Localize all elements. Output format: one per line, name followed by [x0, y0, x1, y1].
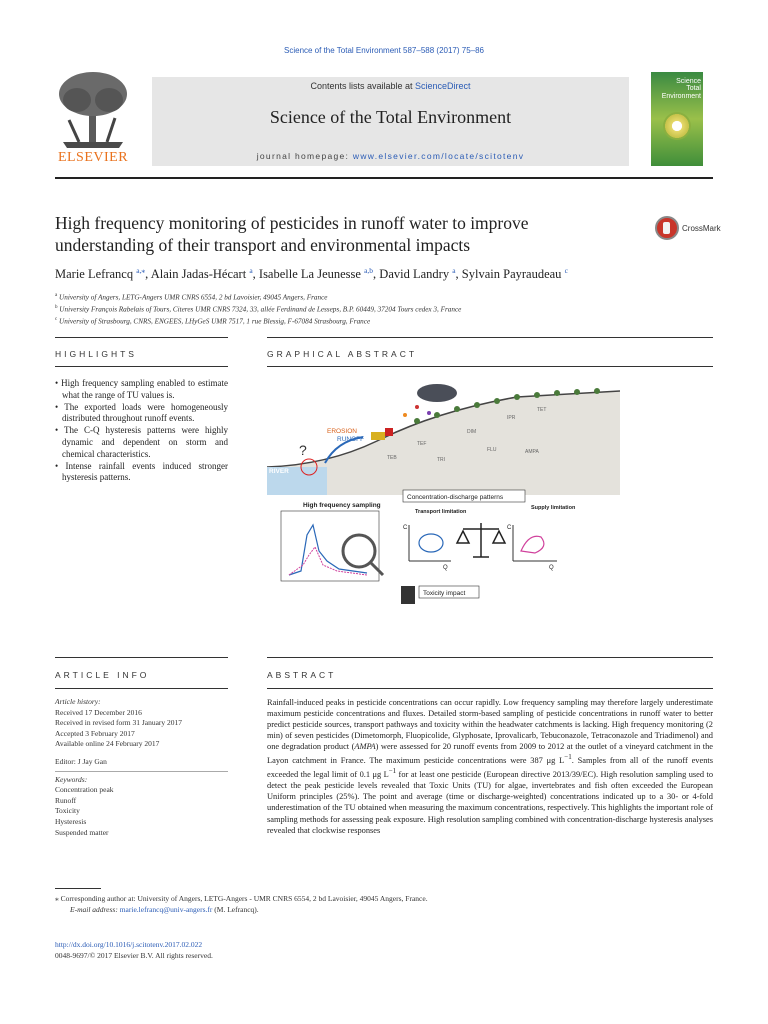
homepage-link[interactable]: www.elsevier.com/locate/scitotenv: [352, 151, 525, 161]
molecule-label-1: DIM: [467, 429, 477, 435]
erosion-label: EROSION: [327, 428, 357, 435]
axis-c-label: C: [403, 525, 408, 531]
tractor-icon: [371, 432, 385, 440]
highlights-rule-bottom: [55, 366, 228, 367]
toxicity-impact-label: Toxicity impact: [423, 590, 466, 597]
affiliation-sup: c: [55, 316, 58, 322]
crossmark-badge[interactable]: [655, 216, 721, 240]
counterclockwise-loop: [521, 536, 544, 553]
author-affil-sup[interactable]: a: [452, 266, 456, 275]
affiliation-text: University of Angers, LETG-Angers UMR CNRS 6554, 2 bd Lavoisier, 49045 Angers, France: [59, 293, 328, 302]
highlight-item: • The exported loads were homogeneously distributed throughout runoff events.: [55, 402, 228, 426]
highlights-rule-top: [55, 337, 228, 338]
axis-c-label: C: [507, 525, 512, 531]
spacer: [55, 753, 228, 754]
journal-cover[interactable]: [651, 72, 703, 166]
corresponding-author-footnote: [55, 893, 713, 915]
toxicity-icon: [401, 586, 415, 604]
supply-limitation-label: Supply limitation: [531, 505, 576, 511]
abstract-ampa: AMPA: [354, 742, 376, 752]
highlight-item: • The C-Q hysteresis patterns were highly dynamic and dependent on storm and chemical characteristics.: [55, 425, 228, 460]
graphical-rule-bottom: [267, 366, 713, 367]
affiliation-sup: b: [55, 304, 58, 310]
affiliation-sup: a: [55, 293, 58, 298]
author-sep: ,: [252, 267, 259, 282]
transport-limitation-label: Transport limitation: [415, 509, 467, 515]
article-info-block: [55, 697, 228, 838]
hf-chart-frame: [281, 511, 379, 581]
abstract-text: [267, 697, 713, 836]
affiliation-text: University of Strasbourg, CNRS, ENGEES, LHyGeS UMR 7517, 1 rue Blessig, F-67084 Strasbourg, France: [59, 317, 371, 326]
abstract-part-1: Rainfall-induced peaks in pesticide concentrations can occur rapidly. Low frequency sampling may therefore largely underestimate maximum pesticide concentrations and fluxes. Detailed storm-based sampling of pesticide concentrations in runoff water to better predict pesticide sources, transport pathways and toxicity within the headwater catchments is lacking. High frequency monitoring (2 min) of seven pesticides (Dimetomorph, Fluopicolide, Glyphosate, Iprovalicarb, Tebuconazole, Tetraconazole and Triadimenol) and one degradation product (: [267, 698, 713, 752]
doi-link[interactable]: http://dx.doi.org/10.1016/j.scitotenv.2017.02.022: [55, 940, 203, 949]
email-suffix: (M. Lefrancq).: [212, 905, 259, 914]
keywords-label: Keywords:: [55, 774, 88, 784]
journal-title: Science of the Total Environment: [269, 107, 512, 127]
contents-line: [152, 81, 629, 91]
abstract-part-3: . Samples from all of the runoff events exceeded the legal limit of 0.1 μg L: [267, 756, 713, 780]
article-info-rule-bottom: [55, 688, 228, 689]
abstract-part-2: ) were assessed for 20 runoff events from 2009 to 2012 at the outlet of a vineyard catchment in the Layon catchment in France. The maximum pesticide concentrations were 387 μg L: [267, 742, 713, 766]
editor-line: Editor: J Jay Gan: [55, 756, 107, 766]
author-name[interactable]: David Landry: [379, 267, 450, 282]
highlights-heading: HIGHLIGHTS: [55, 349, 137, 359]
cover-title-line-1: Science: [676, 78, 701, 85]
molecule-label-6: AMPA: [525, 449, 539, 455]
highlight-item: • High frequency sampling enabled to estimate what the range of TU values is.: [55, 378, 228, 402]
history-item: Received in revised form 31 January 2017: [55, 718, 183, 728]
transport-cq-plot: [403, 525, 451, 571]
molecule-label-5: TET: [537, 407, 547, 413]
axis-q-label: Q: [549, 565, 554, 571]
abstract-sup-2: −1: [388, 767, 397, 776]
email-label: E-mail address:: [70, 905, 120, 914]
river-label: RIVER: [269, 468, 289, 475]
header-rule: [55, 177, 713, 179]
cover-flower-graphic: [663, 112, 691, 140]
author-name[interactable]: Alain Jadas-Hécart: [150, 267, 247, 282]
email-line: [55, 904, 713, 915]
author-list: [55, 266, 713, 282]
hf-sampling-label: High frequency sampling: [303, 502, 381, 509]
article-info-heading: ARTICLE INFO: [55, 670, 150, 680]
graphical-abstract-figure[interactable]: [267, 375, 620, 607]
keywords-divider: [55, 771, 228, 772]
footnote-rule: [55, 888, 101, 889]
abstract-heading: ABSTRACT: [267, 670, 337, 680]
journal-masthead: [55, 70, 703, 170]
cover-title-line-2: Total Environment: [661, 85, 701, 100]
affiliation-item: [55, 291, 713, 303]
abstract-rule-top: [267, 657, 713, 658]
keyword-item: Toxicity: [55, 806, 80, 816]
graphical-abstract-heading: GRAPHICAL ABSTRACT: [267, 349, 418, 359]
pesticide-drops: [403, 405, 431, 417]
doi-block: [55, 939, 213, 961]
keyword-item: Runoff: [55, 795, 77, 805]
author-sep: ,: [145, 267, 151, 282]
elsevier-tree-icon: [55, 70, 131, 150]
affiliation-item: [55, 315, 713, 327]
journal-banner: [152, 77, 629, 166]
molecule-label-4: TRI: [437, 457, 446, 463]
highlight-item: • Intense rainfall events induced stronger hysteresis patterns.: [55, 461, 228, 485]
footnote-text: Corresponding author at: University of Angers, LETG-Angers - UMR CNRS 6554, 2 bd Lavoisier, 49045 Angers, France.: [58, 894, 428, 903]
cover-title: [655, 78, 701, 100]
sprayer-icon: [385, 428, 393, 436]
article-title: High frequency monitoring of pesticides in runoff water to improve understanding of their transport and environmental impacts: [55, 213, 529, 255]
affiliations: [55, 291, 713, 327]
runoff-label: RUNOFF: [337, 436, 365, 443]
abstract-rule-bottom: [267, 688, 713, 689]
crossmark-icon: [655, 216, 679, 240]
author-name[interactable]: Isabelle La Jeunesse: [258, 267, 361, 282]
homepage-prefix: journal homepage:: [256, 151, 353, 161]
rain-cloud-icon: [417, 384, 457, 402]
author-name[interactable]: Sylvain Payraudeau: [461, 267, 562, 282]
abstract-part-4: for at least one pesticide (European directive 2013/39/EC). High resolution sampling used to detect the peak pesticide levels revealed that Toxic Units (TU) for algae, invertebrates and fish often exceeded the European Uniform principles (25%). The point and average (time or discharge-weighted) concentrations indicated up to a 30- or 4-fold underestimation of the TU obtained when measuring the maximum concentrations, respectively. This highlights the important role of sampling methods for assessing peak exposure. High resolution sampling combined with concentration-discharge hysteresis analyses revealed that clockwise responses: [267, 770, 714, 835]
author-affil-sup[interactable]: a,⁎: [136, 266, 146, 275]
affiliation-text: University François Rabelais of Tours, Citeres UMR CNRS 7324, 33, allée Ferdinand de Lesseps, B.P. 60449, 37204 Tours cedex 3, France: [59, 305, 462, 314]
keyword-item: Concentration peak: [55, 785, 114, 795]
footnote-line: [55, 893, 713, 904]
history-item: Received 17 December 2016: [55, 707, 142, 717]
elsevier-wordmark: ELSEVIER: [57, 150, 129, 165]
supply-cq-plot: [507, 525, 557, 571]
molecule-label-0: TEF: [417, 441, 427, 447]
keyword-item: Hysteresis: [55, 816, 87, 826]
journal-reference-link[interactable]: Science of the Total Environment 587–588 (2017) 75–86: [284, 46, 484, 55]
highlights-list: [55, 378, 228, 484]
sciencedirect-link[interactable]: ScienceDirect: [415, 81, 471, 91]
affiliation-item: [55, 303, 713, 315]
question-mark: ?: [299, 442, 307, 458]
molecule-label-2: IPR: [507, 415, 516, 421]
molecule-label-3: FLU: [487, 447, 497, 453]
author-name[interactable]: Marie Lefrancq: [55, 267, 134, 282]
email-link[interactable]: marie.lefrancq@univ-angers.fr: [119, 905, 213, 914]
crossmark-label: CrossMark: [682, 223, 721, 233]
author-affil-sup[interactable]: a,b: [364, 266, 374, 275]
cd-patterns-label: Concentration-discharge patterns: [407, 494, 504, 501]
article-info-rule-top: [55, 657, 228, 658]
molecule-label-7: TEB: [387, 455, 397, 461]
balance-scale-icon: [457, 523, 505, 557]
axis-q-label: Q: [443, 565, 448, 571]
contents-prefix: Contents lists available at: [310, 81, 416, 91]
history-item: Available online 24 February 2017: [55, 739, 160, 749]
author-affil-sup[interactable]: c: [564, 266, 568, 275]
history-item: Accepted 3 February 2017: [55, 728, 135, 738]
author-affil-sup[interactable]: a: [249, 266, 253, 275]
elsevier-logo[interactable]: [55, 70, 131, 166]
abstract-sup-1: −1: [564, 753, 572, 762]
history-label: Article history:: [55, 697, 101, 706]
author-sep: ,: [455, 267, 462, 282]
author-sep: ,: [373, 267, 380, 282]
journal-homepage: [152, 151, 629, 161]
keyword-item: Suspended matter: [55, 827, 109, 837]
copyright-line: 0048-9697/© 2017 Elsevier B.V. All rights reserved.: [55, 951, 213, 960]
footnote-star: ⁎: [55, 894, 59, 903]
clockwise-loop: [419, 534, 443, 552]
graphical-rule-top: [267, 337, 713, 338]
